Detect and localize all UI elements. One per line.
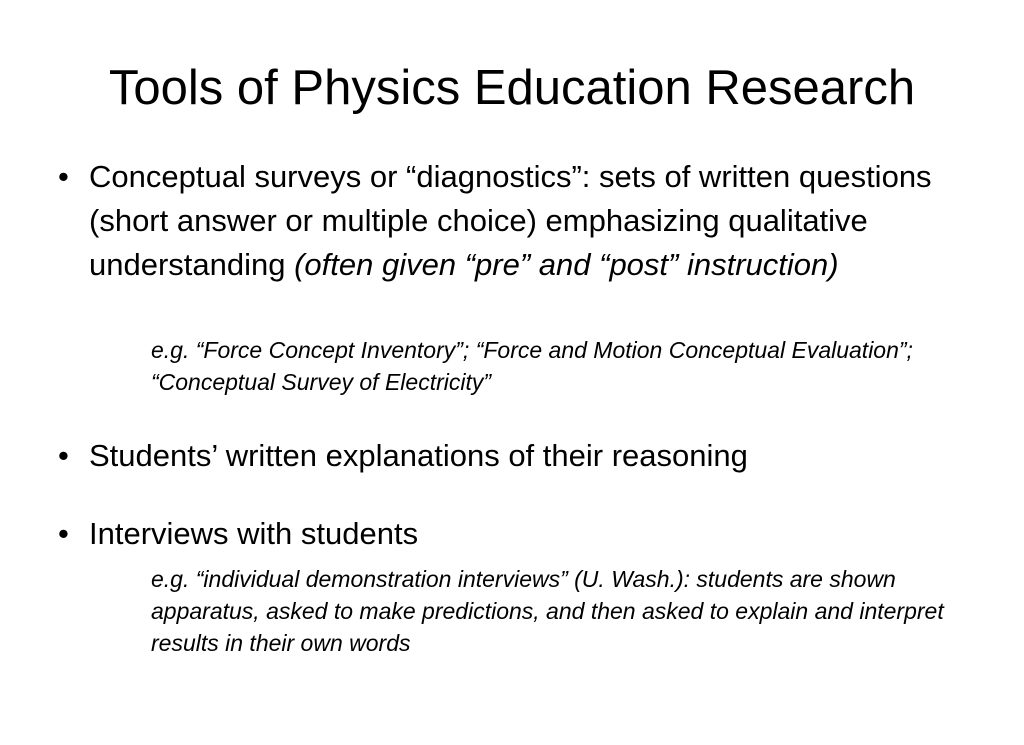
- bullet-dot-icon: •: [58, 159, 69, 194]
- bullet-written-explanations: [58, 434, 958, 478]
- bullet-text: [89, 155, 958, 287]
- slide-title: Tools of Physics Education Research: [108, 61, 916, 115]
- bullet-text-italic: (often given “pre” and “post” instruction): [294, 247, 839, 282]
- example-conceptual-surveys: e.g. “Force Concept Inventory”; “Force and Motion Conceptual Evaluation”; “Conceptual Survey of Electricity”: [151, 337, 913, 395]
- example-interviews: e.g. “individual demonstration interviews” (U. Wash.): students are shown apparatus, asked to make predictions, and then asked to explain and interpret results in their own words: [151, 566, 944, 656]
- bullet-text: Interviews with students: [89, 516, 419, 551]
- bullet-interviews: [58, 512, 958, 556]
- bullet-dot-icon: •: [58, 438, 69, 473]
- bullet-dot-icon: •: [58, 516, 69, 551]
- bullet-text-regular: Conceptual surveys or “diagnostics”: sets of written questions (short answer or multiple choice) emphasizing qualitative understanding: [89, 159, 932, 282]
- bullet-text: Students’ written explanations of their reasoning: [89, 438, 748, 473]
- bullet-conceptual-surveys: [58, 155, 958, 287]
